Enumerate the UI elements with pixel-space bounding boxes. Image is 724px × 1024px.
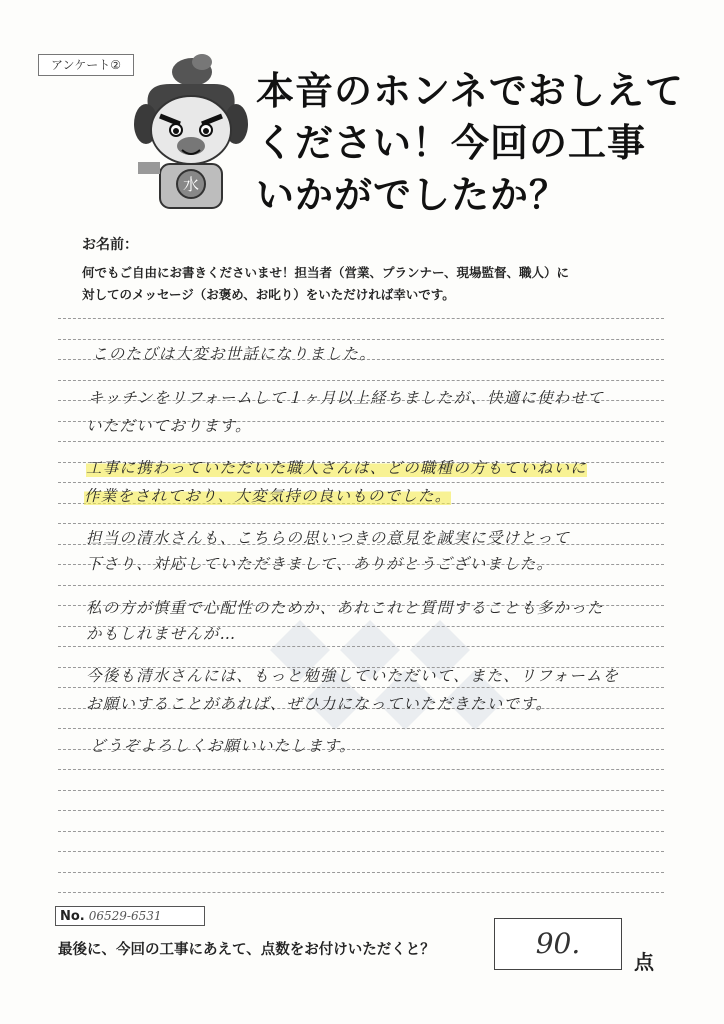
ruled-line: [58, 851, 664, 852]
comment-line-10: 今後も清水さんには、もっと勉強していただいて、また、リフォームを: [86, 667, 620, 685]
reference-number-box: [55, 906, 205, 926]
title-line-2: ください！今回の工事: [256, 121, 647, 165]
comment-line-3: いただいております。: [86, 417, 252, 435]
ruled-line: [58, 831, 664, 832]
ruled-line: [58, 318, 664, 319]
ruled-line: [58, 728, 664, 729]
ruled-line: [58, 441, 664, 442]
score-question: 最後に、今回の工事にあえて、点数をお付けいただくと？: [58, 942, 435, 958]
score-unit: 点: [634, 950, 654, 974]
instructions-line-2: 対してのメッセージ（お褒め、お叱り）をいただければ幸いです。: [82, 287, 455, 302]
ruled-line: [58, 646, 664, 647]
comment-line-8: 私の方が慎重で心配性のためか、あれこれと質問することも多かった: [86, 599, 604, 617]
score-value: 90.: [535, 927, 581, 960]
comment-line-2: キッチンをリフォームして１ヶ月以上経ちましたが、快適に使わせて: [88, 389, 604, 407]
comment-line-1: このたびは大変お世話になりました。: [92, 345, 376, 363]
comment-line-11: お願いすることがあれば、ぜひ力になっていただきたいです。: [86, 695, 553, 713]
instructions-line-1: 何でもご自由にお書きくださいませ！担当者（営業、プランナー、現場監督、職人）に: [82, 265, 570, 280]
comment-line-9: かもしれませんが…: [86, 625, 237, 643]
comment-line-12: どうぞよろしくお願いいたします。: [90, 737, 356, 755]
mascot-illustration: [130, 44, 250, 214]
ruled-line: [58, 892, 664, 893]
title-line-1: 本音のホンネでおしえて: [256, 69, 684, 113]
ruled-line: [58, 482, 664, 483]
mascot-badge: 水: [182, 175, 200, 194]
ruled-line: [58, 523, 664, 524]
ruled-line: [58, 872, 664, 873]
ruled-line: [58, 380, 664, 381]
ruled-line: [58, 769, 664, 770]
reference-number-value: 06529-6531: [88, 909, 162, 923]
comment-line-6: 担当の清水さんも、こちらの思いつきの意見を誠実に受けとって: [86, 529, 570, 547]
survey-number-tag: アンケート②: [38, 54, 134, 76]
reference-number-label: No.: [60, 909, 85, 924]
comment-line-4: 工事に携わっていただいた職人さんは、どの職種の方もていねいに: [86, 456, 587, 478]
ruled-line: [58, 585, 664, 586]
title-line-3: いかがでしたか？: [256, 173, 569, 217]
ruled-line: [58, 687, 664, 688]
name-label: お名前：: [82, 237, 138, 253]
comment-line-5: 作業をされており、大変気持の良いものでした。: [84, 484, 451, 506]
ruled-line: [58, 339, 664, 340]
comment-line-7: 下さり、対応していただきまして、ありがとうございました。: [86, 555, 554, 573]
ruled-line: [58, 810, 664, 811]
ruled-line: [58, 790, 664, 791]
score-box: [494, 918, 622, 970]
